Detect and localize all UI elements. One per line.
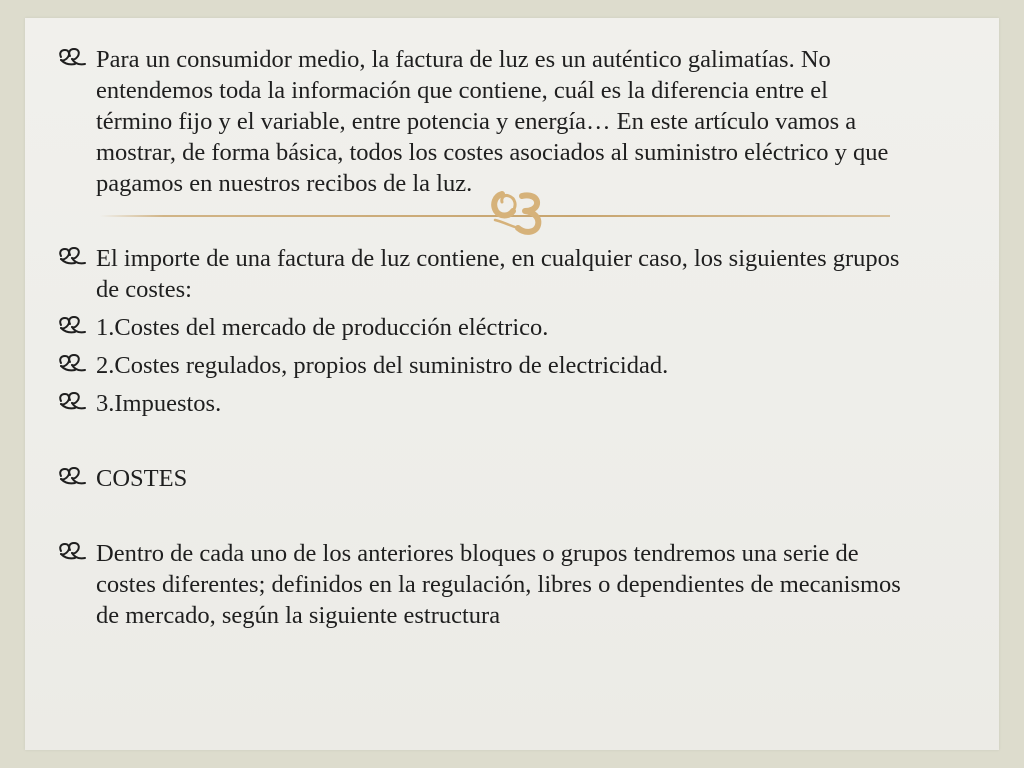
double-quote-curl-icon bbox=[57, 465, 87, 489]
slide-content bbox=[55, 44, 905, 631]
bullet-text-impuestos: 3.Impuestos. bbox=[96, 390, 222, 417]
bullet-item-impuestos bbox=[55, 388, 905, 419]
double-quote-curl-icon bbox=[57, 352, 87, 376]
bullet-text-intro: Para un consumidor medio, la factura de luz es un auténtico galimatías. No entendemos toda la información que contiene, cuál es la diferencia entre el término fijo y el variable, entre potencia y energía… En este artículo vamos a mostrar, de forma básica, todos los costes asociados al suministro eléctrico y que pagamos en nuestros recibos de la luz. bbox=[96, 46, 889, 197]
bullet-text-importe: El importe de una factura de luz contiene, en cualquier caso, los siguientes grupos de costes: bbox=[96, 245, 900, 303]
bullet-item-dentro bbox=[55, 538, 905, 631]
bullet-item-costes-mercado bbox=[55, 312, 905, 343]
bullet-text-dentro: Dentro de cada uno de los anteriores bloques o grupos tendremos una serie de costes diferentes; definidos en la regulación, libres o dependientes de mecanismos de mercado, según la siguiente estructura bbox=[96, 540, 901, 629]
double-quote-curl-icon bbox=[57, 390, 87, 414]
bullet-text-costes-mercado: 1.Costes del mercado de producción eléctrico. bbox=[96, 314, 549, 341]
double-quote-curl-icon bbox=[57, 46, 87, 70]
bullet-text-costes-regulados: 2.Costes regulados, propios del suministro de electricidad. bbox=[96, 352, 669, 379]
double-quote-curl-icon bbox=[57, 314, 87, 338]
bullet-item-costes-heading bbox=[55, 463, 905, 494]
double-quote-curl-icon bbox=[57, 540, 87, 564]
bullet-item-costes-regulados bbox=[55, 350, 905, 381]
bullet-item-importe bbox=[55, 243, 905, 305]
bullet-item-intro bbox=[55, 44, 905, 199]
double-quote-curl-icon bbox=[57, 245, 87, 269]
bullet-text-costes-heading: COSTES bbox=[96, 465, 188, 492]
